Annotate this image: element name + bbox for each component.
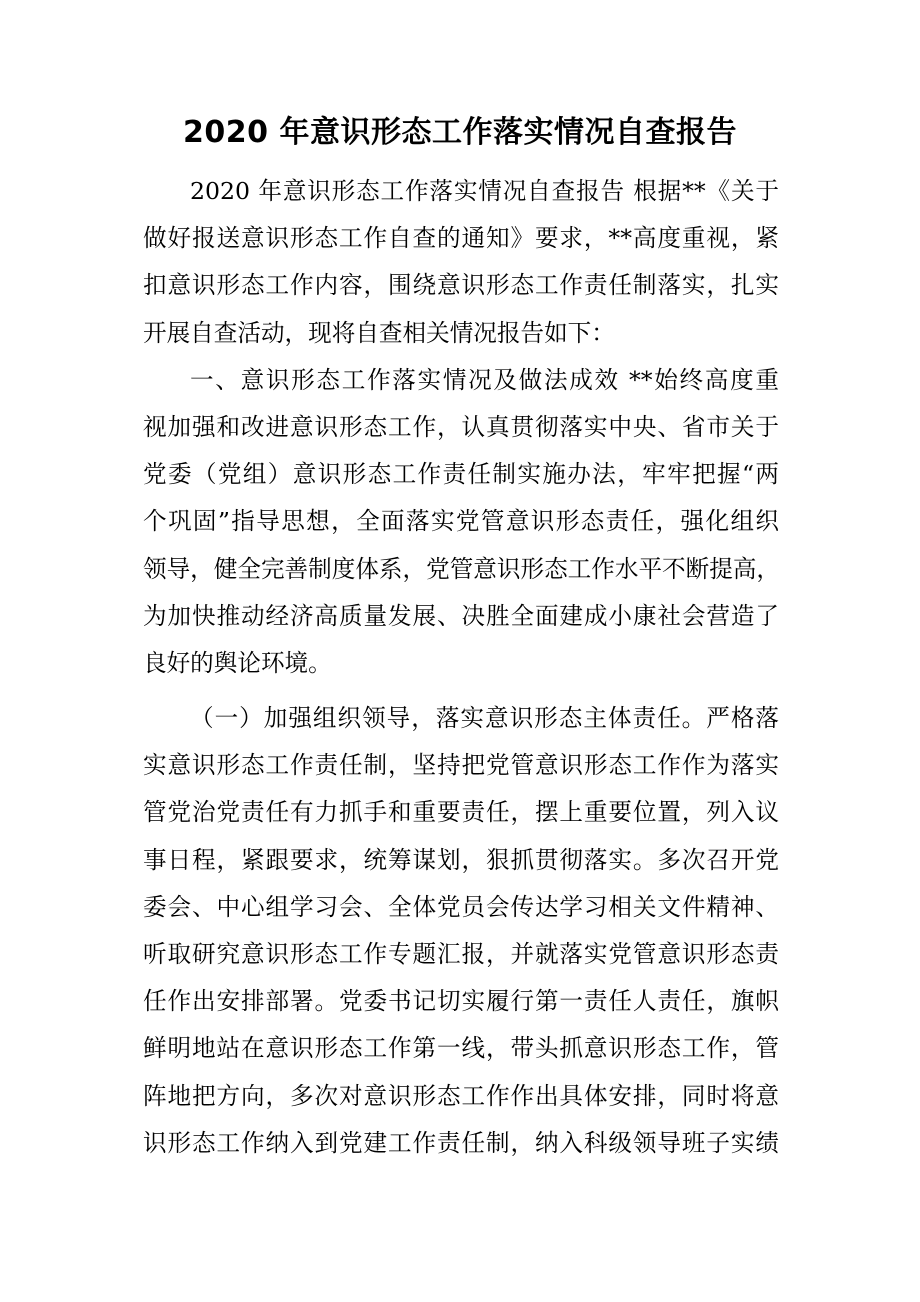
text-line: 任作出安排部署。党委书记切实履行第一责任人责任，旗帜: [143, 987, 779, 1016]
paragraph-section-one: [143, 357, 779, 687]
paragraph-subsection-one: [143, 695, 779, 1167]
text-line: 识形态工作纳入到党建工作责任制，纳入科级领导班子实绩: [143, 1128, 779, 1157]
text-line: 视加强和改进意识形态工作，认真贯彻落实中央、省市关于: [143, 412, 779, 441]
text-line: 实意识形态工作责任制，坚持把党管意识形态工作作为落实: [143, 751, 779, 780]
text-line: 开展自查活动，现将自查相关情况报告如下：: [143, 318, 615, 347]
text-line: 党委（党组）意识形态工作责任制实施办法，牢牢把握“两: [143, 460, 779, 489]
paragraph-intro: [143, 168, 779, 357]
text-line: 管党治党责任有力抓手和重要责任，摆上重要位置，列入议: [143, 798, 779, 827]
document-title: 2020 年意识形态工作落实情况自查报告: [183, 115, 737, 150]
text-line: 阵地把方向，多次对意识形态工作作出具体安排，同时将意: [143, 1081, 779, 1110]
text-line: 做好报送意识形态工作自查的通知》要求，**高度重视，紧: [143, 224, 779, 253]
document-body: [143, 168, 779, 1167]
text-line: 事日程，紧跟要求，统筹谋划，狠抓贯彻落实。多次召开党: [143, 845, 779, 874]
text-line: 领导，健全完善制度体系，党管意识形态工作水平不断提高，: [143, 554, 781, 583]
text-line: 良好的舆论环境。: [143, 648, 332, 677]
text-line: 扣意识形态工作内容，围绕意识形态工作责任制落实，扎实: [143, 271, 779, 300]
text-line: 一、意识形态工作落实情况及做法成效 **始终高度重: [190, 365, 779, 394]
text-line: 为加快推动经济高质量发展、决胜全面建成小康社会营造了: [143, 601, 779, 630]
text-line: 委会、中心组学习会、全体党员会传达学习相关文件精神、: [143, 892, 779, 921]
text-line: （一）加强组织领导，落实意识形态主体责任。严格落: [190, 704, 779, 733]
text-line: 2020 年意识形态工作落实情况自查报告 根据**《关于: [190, 177, 779, 205]
text-line: 鲜明地站在意识形态工作第一线，带头抓意识形态工作，管: [143, 1034, 779, 1063]
text-line: 听取研究意识形态工作专题汇报，并就落实党管意识形态责: [143, 940, 779, 968]
paragraph-gap: [143, 687, 779, 695]
text-line: 个巩固”指导思想，全面落实党管意识形态责任，强化组织: [143, 507, 779, 536]
